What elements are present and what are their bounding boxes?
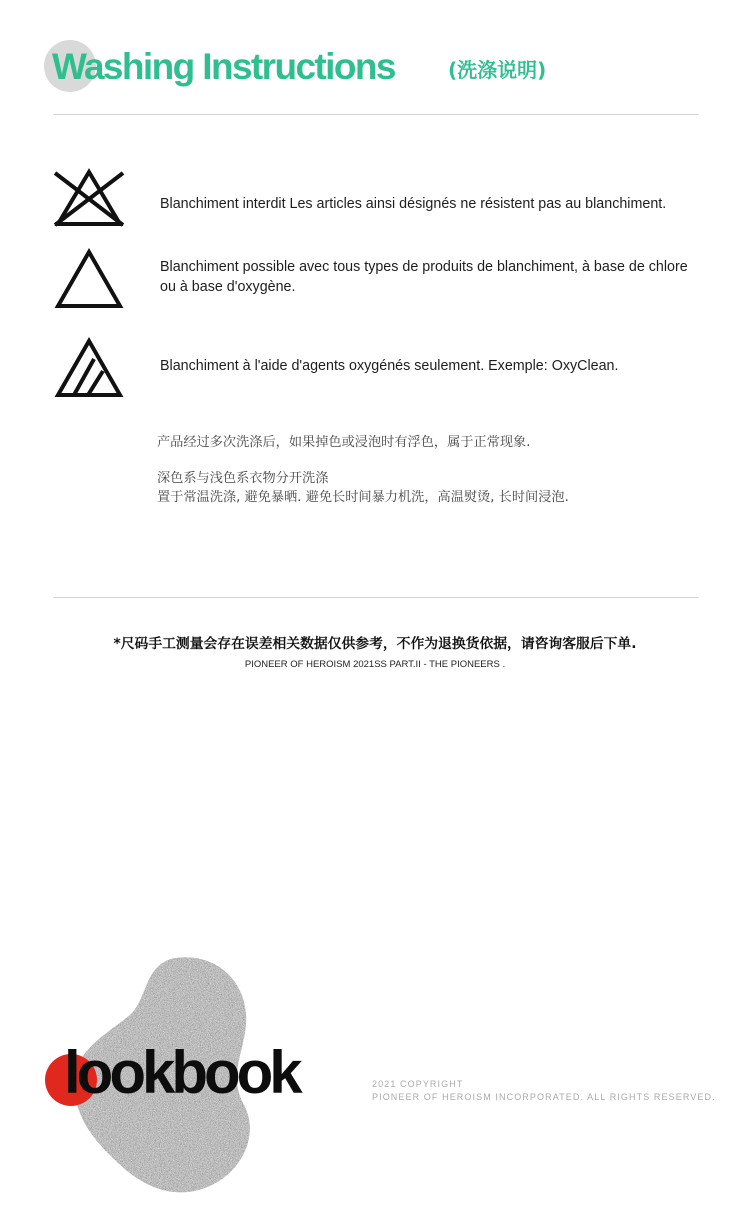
care-text-no-bleach: Blanchiment interdit Les articles ainsi désignés ne résistent pas au blanchiment.	[160, 196, 667, 212]
copyright-notice: PIONEER OF HEROISM INCORPORATED. ALL RIGHTS RESERVED.	[372, 1092, 716, 1102]
page-title: Washing Instructions	[52, 46, 395, 87]
size-disclaimer: *尺码手工测量会存在误差相关数据仅供参考，不作为退换货依据，请咨询客服后下单.	[113, 636, 637, 652]
top-divider	[53, 114, 699, 115]
copyright-year: 2021 COPYRIGHT	[372, 1079, 464, 1089]
care-text-bleach-allowed: Blanchiment possible avec tous types de produits de blanchiment, à base de chlore ou à base d'oxygène.	[160, 259, 688, 295]
lookbook-logo: lookbook	[64, 1039, 299, 1106]
care-note-fading: 产品经过多次洗涤后，如果掉色或浸泡时有浮色，属于正常现象.	[157, 435, 531, 450]
season-tagline: PIONEER OF HEROISM 2021SS PART.II - THE PIONEERS .	[244, 659, 506, 670]
bottom-divider	[53, 597, 699, 598]
page-title-cn: (洗涤说明)	[448, 58, 547, 82]
oxygen-bleach-only-icon	[52, 337, 126, 399]
care-text-oxygen-bleach: Blanchiment à l'aide d'agents oxygénés seulement. Exemple: OxyClean.	[160, 358, 619, 374]
no-bleach-icon	[52, 167, 126, 229]
bleach-allowed-icon	[52, 248, 126, 310]
care-note-washing: 深色系与浅色系衣物分开洗涤 置于常温洗涤, 避免暴晒. 避免长时间暴力机洗，高温熨烫, 长时间浸泡.	[157, 471, 569, 505]
